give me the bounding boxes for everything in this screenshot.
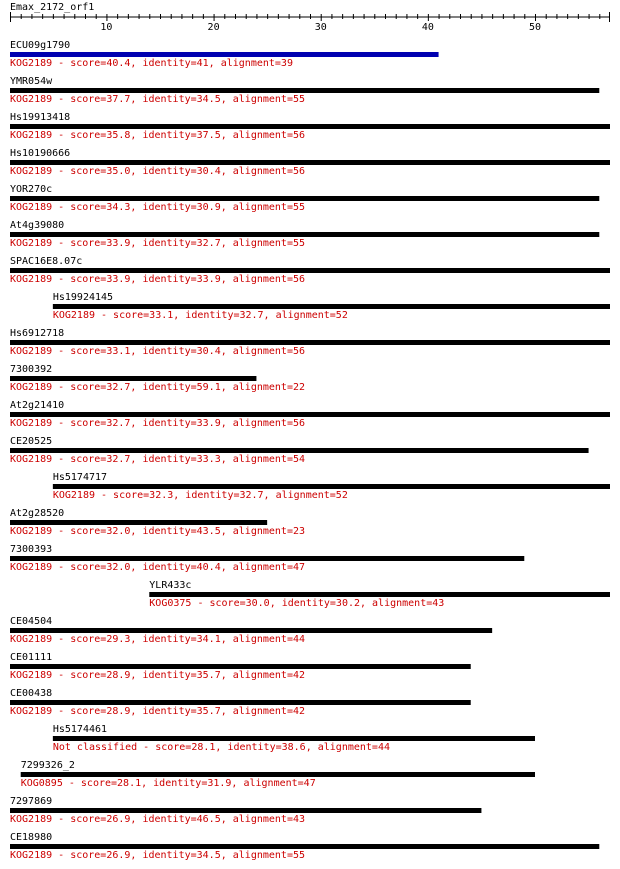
hit-name: Hs10190666: [10, 148, 71, 159]
hit-description: KOG2189 - score=29.3, identity=34.1, alignment=44: [10, 634, 306, 645]
hit-row: [10, 220, 599, 249]
hit-alignment-bar: [10, 412, 610, 417]
hit-description: KOG0375 - score=30.0, identity=30.2, alignment=43: [149, 598, 445, 609]
hit-alignment-bar: [10, 268, 610, 273]
hit-name: Hs6912718: [10, 328, 65, 339]
hit-description: KOG2189 - score=32.0, identity=40.4, alignment=47: [10, 562, 306, 573]
hit-description: KOG2189 - score=32.3, identity=32.7, alignment=52: [52, 490, 348, 501]
hit-name: YOR270c: [10, 184, 53, 195]
hit-name: CE20525: [10, 436, 53, 447]
hit-name: SPAC16E8.07c: [10, 256, 83, 267]
position-ruler: [10, 12, 610, 33]
hit-row: [10, 544, 524, 573]
hit-name: At2g21410: [10, 400, 65, 411]
hit-row: [53, 724, 535, 753]
hit-alignment-bar: [53, 484, 610, 489]
hit-name: 7300392: [10, 364, 53, 375]
hit-alignment-bar: [149, 592, 610, 597]
hit-description: Not classified - score=28.1, identity=38.6, alignment=44: [52, 742, 391, 753]
hit-description: KOG2189 - score=32.7, identity=33.3, alignment=54: [10, 454, 306, 465]
hit-row: [10, 436, 589, 465]
hit-list: [10, 40, 610, 861]
hit-name: CE01111: [10, 652, 53, 663]
hit-row: [10, 184, 599, 213]
hit-alignment-bar: [10, 88, 599, 93]
hit-name: CE04504: [10, 616, 53, 627]
hit-description: KOG2189 - score=35.8, identity=37.5, alignment=56: [10, 130, 306, 141]
hit-description: KOG2189 - score=35.0, identity=30.4, alignment=56: [10, 166, 306, 177]
hit-description: KOG2189 - score=33.1, identity=32.7, alignment=52: [52, 310, 348, 321]
hit-name: Hs19913418: [10, 112, 71, 123]
hit-row: [10, 688, 471, 717]
hit-row: [21, 760, 535, 789]
hit-row: [10, 256, 610, 285]
hit-alignment-bar: [10, 160, 610, 165]
hit-name: 7299326_2: [20, 760, 75, 771]
hit-row: [53, 292, 610, 321]
hit-name: YMR054w: [10, 76, 53, 87]
hit-row: [10, 76, 599, 105]
hit-description: KOG2189 - score=33.9, identity=32.7, alignment=55: [10, 238, 306, 249]
hit-description: KOG2189 - score=40.4, identity=41, alignment=39: [10, 58, 293, 69]
hit-alignment-bar: [10, 124, 610, 129]
hit-alignment-bar: [10, 340, 610, 345]
hit-description: KOG2189 - score=26.9, identity=34.5, alignment=55: [10, 850, 306, 861]
hit-alignment-bar: [53, 736, 535, 741]
hit-name: Hs5174461: [52, 724, 108, 735]
hit-alignment-bar: [10, 556, 524, 561]
hit-description: KOG2189 - score=28.9, identity=35.7, alignment=42: [10, 706, 306, 717]
hit-row: [10, 652, 471, 681]
hit-row: [53, 472, 610, 501]
hit-alignment-bar: [10, 448, 589, 453]
hit-description: KOG2189 - score=33.9, identity=33.9, alignment=56: [10, 274, 306, 285]
hit-alignment-bar: [53, 304, 610, 309]
hit-name: 7297869: [10, 796, 53, 807]
hit-alignment-bar: [10, 844, 599, 849]
hit-name: YLR433c: [149, 580, 192, 591]
hit-row: [10, 148, 610, 177]
hit-description: KOG2189 - score=28.9, identity=35.7, alignment=42: [10, 670, 306, 681]
hit-description: KOG0895 - score=28.1, identity=31.9, alignment=47: [20, 778, 316, 789]
hit-alignment-bar: [10, 376, 256, 381]
hit-name: CE00438: [10, 688, 53, 699]
hit-alignment-bar: [10, 232, 599, 237]
hit-description: KOG2189 - score=32.0, identity=43.5, alignment=23: [10, 526, 306, 537]
ruler-tick-label: 20: [207, 22, 220, 33]
ruler-tick-label: 30: [314, 22, 327, 33]
hit-row: [10, 328, 610, 357]
hit-row: [10, 796, 481, 825]
hit-name: At2g28520: [10, 508, 65, 519]
hit-name: Hs5174717: [52, 472, 108, 483]
hit-description: KOG2189 - score=32.7, identity=59.1, alignment=22: [10, 382, 306, 393]
hit-row: [10, 40, 439, 69]
hit-row: [10, 364, 305, 393]
hit-description: KOG2189 - score=33.1, identity=30.4, alignment=56: [10, 346, 306, 357]
hit-description: KOG2189 - score=34.3, identity=30.9, alignment=55: [10, 202, 306, 213]
hit-row: [149, 580, 610, 609]
hit-name: Hs19924145: [52, 292, 114, 303]
ruler-tick-label: 40: [421, 22, 434, 33]
query-title: Emax_2172_orf1: [10, 2, 95, 13]
hit-alignment-bar: [10, 808, 481, 813]
hit-alignment-bar: [10, 196, 599, 201]
hit-alignment-bar: [10, 52, 439, 57]
hit-row: [10, 112, 610, 141]
hit-name: ECU09g1790: [10, 40, 71, 51]
hit-name: At4g39080: [10, 220, 65, 231]
hit-row: [10, 832, 599, 861]
hit-description: KOG2189 - score=26.9, identity=46.5, alignment=43: [10, 814, 306, 825]
hit-alignment-bar: [10, 520, 267, 525]
hit-alignment-bar: [10, 700, 471, 705]
hit-alignment-bar: [21, 772, 535, 777]
hit-row: [10, 508, 305, 537]
ruler-tick-label: 10: [100, 22, 113, 33]
hit-description: KOG2189 - score=32.7, identity=33.9, alignment=56: [10, 418, 306, 429]
hit-row: [10, 616, 492, 645]
hit-row: [10, 400, 610, 429]
hit-alignment-bar: [10, 664, 471, 669]
ruler-tick-label: 50: [528, 22, 542, 33]
hit-alignment-bar: [10, 628, 492, 633]
hit-name: 7300393: [10, 544, 53, 555]
hit-description: KOG2189 - score=37.7, identity=34.5, alignment=55: [10, 94, 306, 105]
hit-name: CE18980: [10, 832, 53, 843]
